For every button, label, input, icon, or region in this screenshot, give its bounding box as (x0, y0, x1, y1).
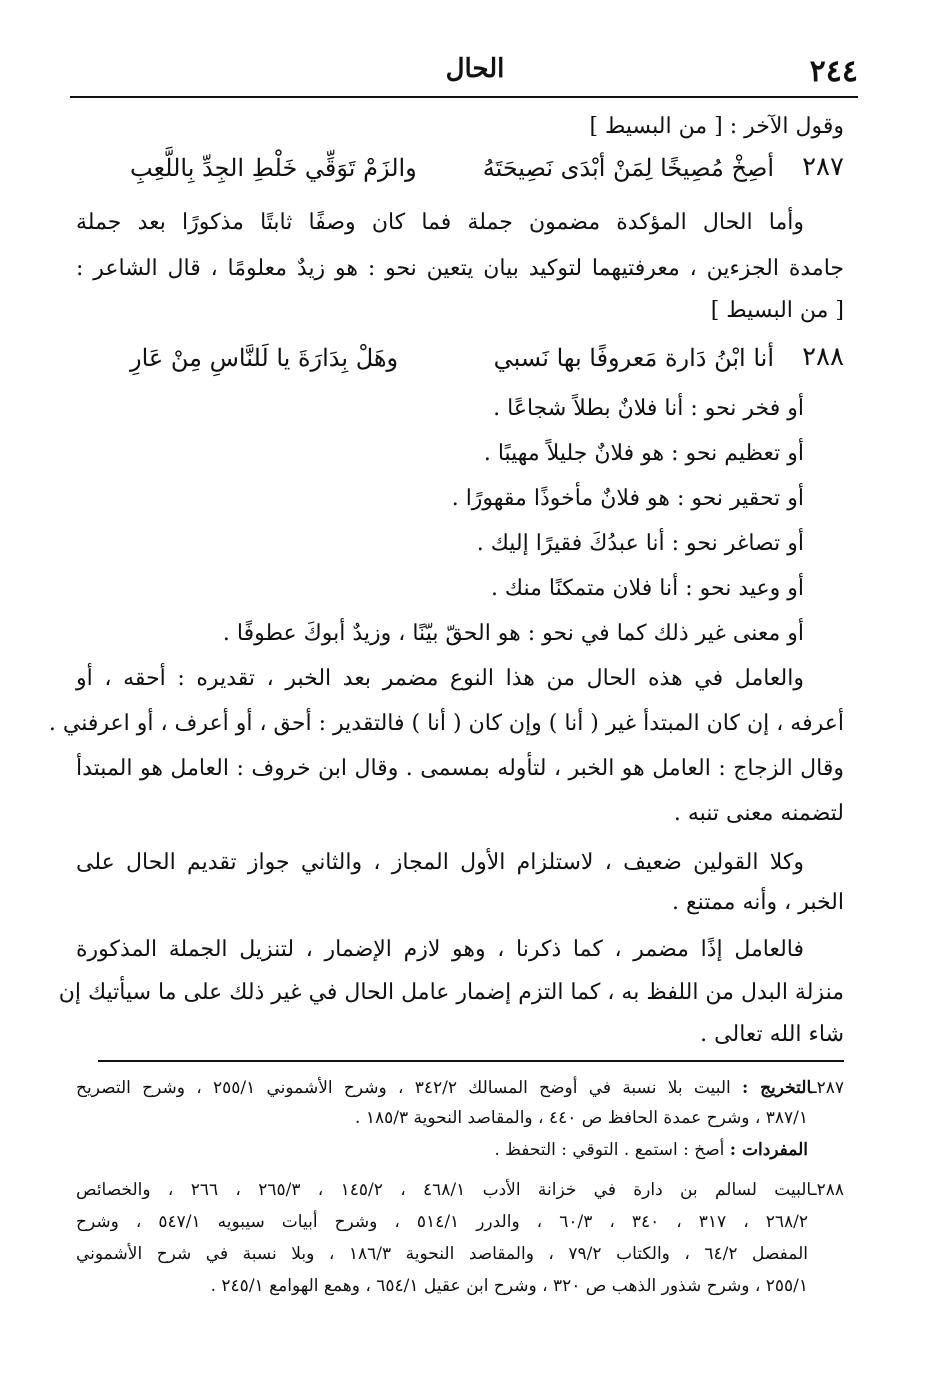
footnote-label: المفردات : (729, 1140, 808, 1160)
footnote-287-line: ٣٨٧/١ ، وشرح عمدة الحافظ ص ٤٤٠ ، والمقاصد النحوية ١٨٥/٣ . (355, 1108, 808, 1128)
footnote-288-line: المفصل ٦٤/٢ ، والكتاب ٧٩/٢ ، والمقاصد النحوية ١٨٦/٣ ، وبلا نسبة في شرح الأشموني (76, 1244, 808, 1264)
verse-287-hemistich-2: والزَمْ تَوَقِّي خَلْطِ الجِدِّ بِاللَّعِبِ (130, 154, 417, 182)
footnote-number: ٢٨٧ـ (811, 1078, 845, 1098)
footnote-text: أصخ : استمع . التوقي : التحفظ . (494, 1140, 725, 1160)
footnote-rule (98, 1060, 844, 1062)
paragraph-line: وأما الحال المؤكدة مضمون جملة فما كان وصفًا ثابتًا مذكورًا بعد جملة (76, 210, 804, 235)
header-rule (70, 96, 858, 98)
footnote-288-line (76, 1180, 844, 1200)
footnote-288-line: ٢٦٨/٢ ، ٣١٧ ، ٣٤٠ ، ٦٠/٣ ، والدرر ٥١٤/١ ، وشرح أبيات سيبويه ٥٤٧/١ ، وشرح (76, 1212, 808, 1232)
paragraph-line: [ من البسيط ] (710, 298, 844, 323)
example-line: أو تصاغر نحو : أنا عبدُكَ فقيرًا إليك . (476, 531, 804, 556)
footnote-mufradat (76, 1140, 808, 1160)
paragraph-line: فالعامل إذًا مضمر ، كما ذكرنا ، وهو لازم الإضمار ، لتنزيل الجملة المذكورة (76, 937, 804, 962)
footnote-288-line: ٢٥٥/١ ، وشرح شذور الذهب ص ٣٢٠ ، وشرح ابن عقيل ٦٥٤/١ ، وهمع الهوامع ٢٤٥/١ . (210, 1276, 808, 1296)
footnote-text: البيت لسالم بن دارة في خزانة الأدب ٤٦٨/١ ، ١٤٥/٢ ، ٢٦٥/٣ ، ٢٦٦ ، والخصائص (76, 1180, 812, 1200)
example-line: أو فخر نحو : أنا فلانٌ بطلاً شجاعًا . (493, 396, 804, 421)
paragraph-line: وقال الزجاج : العامل هو الخبر ، لتأوله بمسمى . وقال ابن خروف : العامل هو المبتدأ (76, 756, 844, 781)
example-line: أو تعظيم نحو : هو فلانٌ جليلاً مهيبًا . (483, 441, 804, 466)
verse-288-hemistich-1: أنا ابْنُ دَارة مَعروفًا بها نَسبي (493, 344, 774, 372)
example-line: أو وعيد نحو : أنا فلان متمكنًا منك . (490, 576, 804, 601)
paragraph-line: منزلة البدل من اللفظ به ، كما التزم إضمار عامل الحال في غير ذلك على ما سيأتيك إن (58, 980, 844, 1005)
footnote-label: التخريج : (742, 1078, 812, 1098)
paragraph-line: وكلا القولين ضعيف ، لاستلزام الأول المجاز ، والثاني جواز تقديم الحال على (76, 850, 804, 875)
page-number: ٢٤٤ (809, 54, 858, 89)
intro-line: وقول الآخر : [ من البسيط ] (589, 114, 844, 139)
footnote-287-line (76, 1078, 844, 1098)
paragraph-line: الخبر ، وأنه ممتنع . (671, 890, 844, 915)
verse-288-hemistich-2: وهَلْ بِدَارَةَ يا لَلنَّاسِ مِنْ عَارِ (130, 344, 399, 372)
verse-288-number: ٢٨٨ (802, 342, 844, 372)
paragraph-line: شاء الله تعالى . (700, 1022, 844, 1047)
paragraph-line: أعرفه ، إن كان المبتدأ غير ( أنا ) وإن كان ( أنا ) فالتقدير : أحق ، أو أعرف ، أو اعرفني . (48, 711, 844, 736)
running-title: الحال (445, 54, 505, 84)
example-line: أو تحقير نحو : هو فلانٌ مأخوذًا مقهورًا . (451, 486, 804, 511)
paragraph-line: والعامل في هذه الحال من هذا النوع مضمر بعد الخبر ، تقديره : أحقه ، أو (76, 666, 804, 691)
verse-287-number: ٢٨٧ (802, 152, 844, 182)
example-line: أو معنى غير ذلك كما في نحو : هو الحقّ بيّنًا ، وزيدٌ أبوكَ عطوفًا . (222, 621, 804, 646)
paragraph-line: لتضمنه معنى تنبه . (673, 801, 844, 826)
footnote-number: ٢٨٨ـ (811, 1180, 845, 1200)
verse-287-hemistich-1: أصِخْ مُصِيخًا لِمَنْ أبْدَى نَصِيحَتَهُ (482, 154, 774, 182)
footnote-text: البيت بلا نسبة في أوضح المسالك ٣٤٢/٢ ، وشرح الأشموني ٢٥٥/١ ، وشرح التصريح (76, 1078, 731, 1098)
paragraph-line: جامدة الجزءين ، معرفتيهما لتوكيد بيان يتعين نحو : هو زيدٌ معلومًا ، قال الشاعر : (76, 256, 844, 281)
